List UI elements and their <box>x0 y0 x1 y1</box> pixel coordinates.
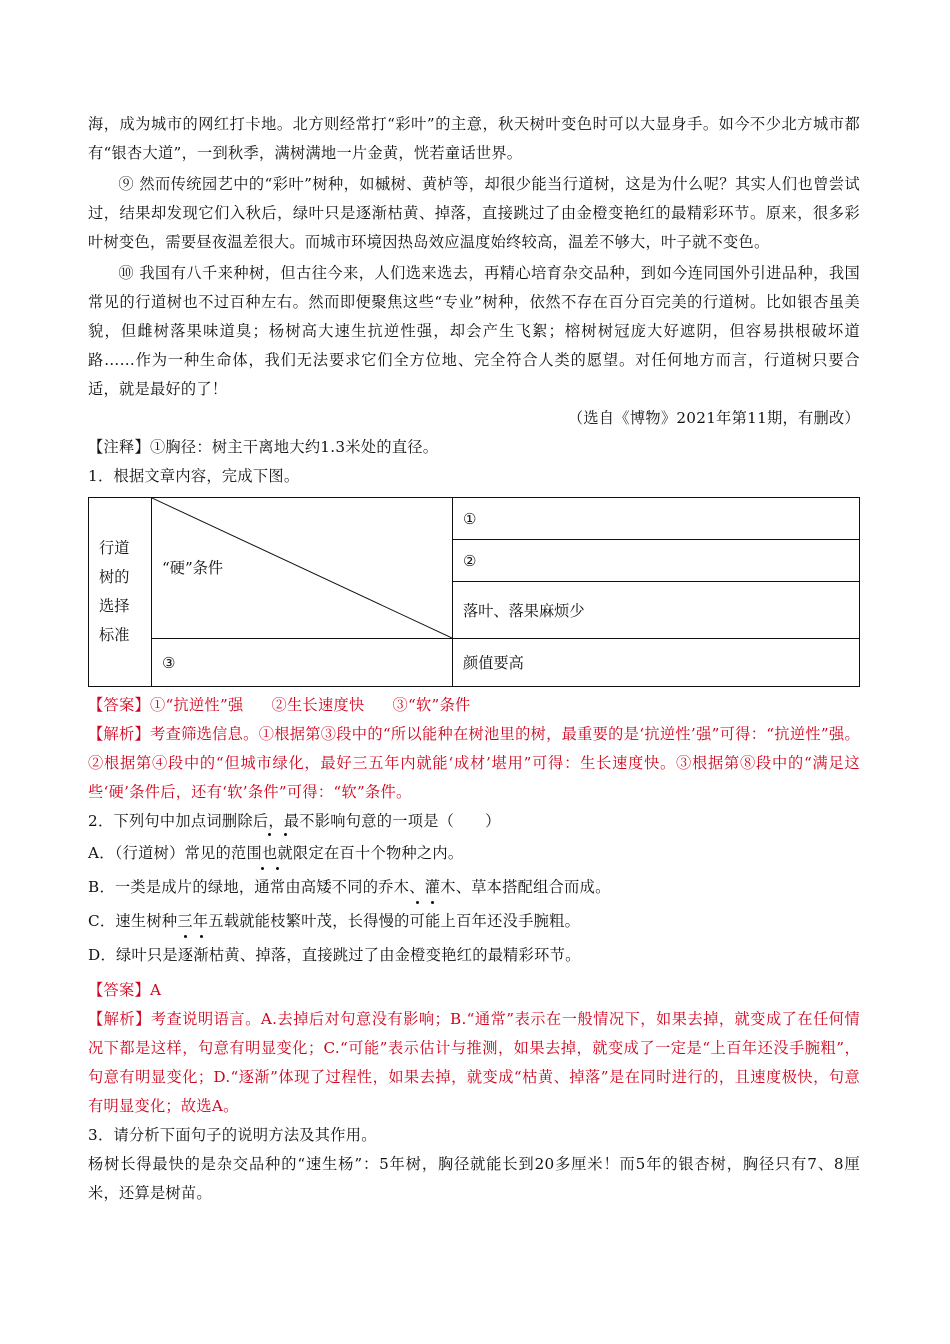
answer-item-2: ②生长速度快 <box>271 696 365 714</box>
table-cell-blank-2: ② <box>453 540 860 582</box>
analysis-text: 考查筛选信息。①根据第③段中的“所以能种在树池里的树，最重要的是‘抗逆性’强”可得：“抗逆性”强。②根据第④段中的“但城市绿化，最好三五年内就能‘成材’堪用”可得：生长速度快。③根据第⑧段中的“满足这些‘硬’条件后，还有‘软’条件”可得：“软”条件。 <box>88 725 860 801</box>
answer-tag: 【答案】 <box>88 981 150 999</box>
paragraph-10: ⑩ 我国有八千来种树，但古往今来，人们选来选去，再精心培育杂交品种，到如今连同国外引进品种，我国常见的行道树也不过百种左右。然而即便聚焦这些“专业”树种，依然不存在百分百完美的行道树。比如银杏虽美貌，但雌树落果味道臭；杨树高大速生抗逆性强，却会产生飞絮；榕树树冠庞大好遮阴，但容易拱根破坏道路……作为一种生命体，我们无法要求它们全方位地、完全符合人类的愿望。对任何地方而言，行道树只要合适，就是最好的了！ <box>88 264 860 398</box>
answer-item-3: ③“软”条件 <box>392 696 471 714</box>
emphasis-char: 通 <box>254 870 270 904</box>
option-d: D．绿叶只是逐渐枯黄、掉落，直接跳过了由金橙变艳红的最精彩环节。 <box>88 938 860 972</box>
source-citation: （选自《博物》2021年第11期，有删改） <box>567 409 860 427</box>
option-a: A．（行道树）常见的范围也就限定在百十个物种之内。 <box>88 836 860 870</box>
analysis-tag: 【解析】 <box>88 725 151 743</box>
emphasis-char: 常 <box>270 870 286 904</box>
emphasis-char: 就 <box>278 836 294 870</box>
table-cell-blank-1: ① <box>453 498 860 540</box>
question-2: 2．下列句中加点词删除后，最不影响句意的一项是（ ） <box>88 812 501 830</box>
answer-item-1: ①“抗逆性”强 <box>149 696 244 714</box>
q2-answer <box>88 976 860 1005</box>
question-3: 3．请分析下面句子的说明方法及其作用。 <box>88 1126 377 1144</box>
q2-analysis <box>88 1005 860 1121</box>
selection-criteria-table <box>88 497 860 687</box>
answer-value: A <box>149 981 162 999</box>
emphasis-char: 逐 <box>178 938 194 972</box>
emphasis-char: 也 <box>262 836 278 870</box>
q1-analysis <box>88 720 860 807</box>
table-cell-fallen-leaves: 落叶、落果麻烦少 <box>453 582 860 639</box>
paragraph-intro: 海，成为城市的网红打卡地。北方则经常打“彩叶”的主意，秋天树叶变色时可以大显身手。如今不少北方城市都有“银杏大道”，一到秋季，满树满地一片金黄，恍若童话世界。 <box>88 115 860 162</box>
emphasis-char: 渐 <box>193 938 209 972</box>
analysis-tag: 【解析】 <box>88 1010 151 1028</box>
emphasis-char: 能 <box>425 904 441 938</box>
option-c: C．速生树种三年五载就能枝繁叶茂，长得慢的可能上百年还没手腕粗。 <box>88 904 860 938</box>
emphasis-char: 可 <box>410 904 426 938</box>
paragraph-9: ⑨ 然而传统园艺中的“彩叶”树种，如槭树、黄栌等，却很少能当行道树，这是为什么呢？其实人们也曾尝试过，结果却发现它们入秋后，绿叶只是逐渐枯黄、掉落，直接跳过了由金橙变艳红的最精彩环节。原来，很多彩叶树变色，需要昼夜温差很大。而城市环境因热岛效应温度始终较高，温差不够大，叶子就不变色。 <box>88 175 860 251</box>
dotted-word <box>262 844 293 862</box>
dotted-word <box>410 912 441 930</box>
hard-condition-label: “硬”条件 <box>162 558 224 577</box>
hard-condition-cell <box>152 498 453 639</box>
answer-tag: 【答案】 <box>88 696 150 714</box>
annotation-note: 【注释】①胸径：树主干离地大约1.3米处的直径。 <box>88 438 439 456</box>
dotted-word <box>178 946 209 964</box>
dotted-word <box>254 878 285 896</box>
document-page <box>88 110 860 1208</box>
table-cell-blank-3: ③ <box>152 639 453 687</box>
q1-answer <box>88 691 860 720</box>
table-left-label: 行道树的选择标准 <box>89 498 152 687</box>
table-cell-appearance: 颜值要高 <box>453 639 860 687</box>
question-1: 1．根据文章内容，完成下图。 <box>88 467 300 485</box>
question-3-text: 杨树长得最快的是杂交品种的“速生杨”：5年树，胸径就能长到20多厘米！而5年的银杏树，胸径只有7、8厘米，还算是树苗。 <box>88 1155 860 1202</box>
option-b: B．一类是成片的绿地，通常由高矮不同的乔木、灌木、草本搭配组合而成。 <box>88 870 860 904</box>
analysis-text: 考查说明语言。A.去掉后对句意没有影响；B.“通常”表示在一般情况下，如果去掉，就变成了在任何情况下都是这样，句意有明显变化；C.“可能”表示估计与推测，如果去掉，就变成了一定是“上百年还没手腕粗”，句意有明显变化；D.“逐渐”体现了过程性，如果去掉，就变成“枯黄、掉落”是在同时进行的，且速度极快，句意有明显变化；故选A。 <box>88 1010 860 1115</box>
